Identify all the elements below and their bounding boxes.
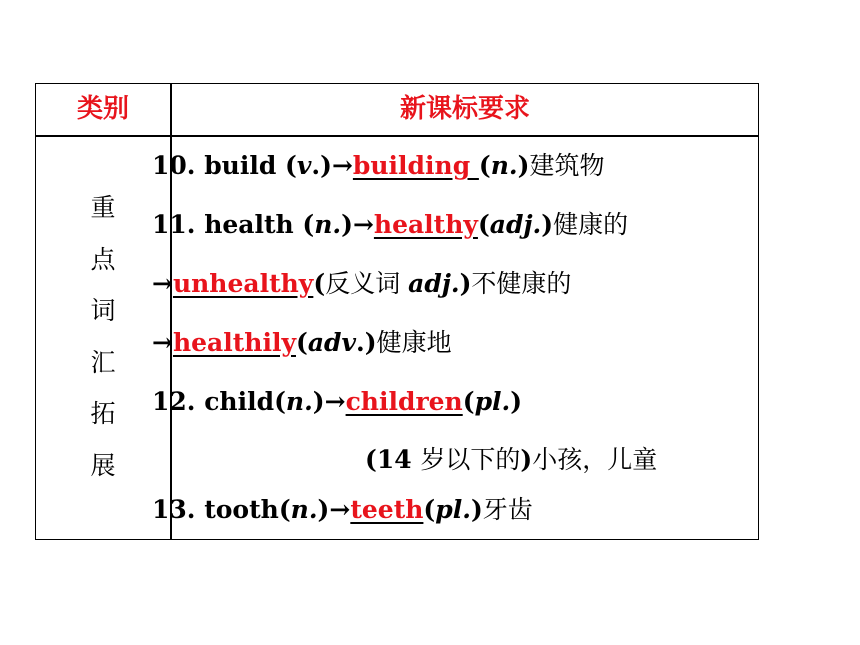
answer-word: children	[345, 387, 463, 416]
text-segment: n.	[490, 151, 518, 180]
vocab-line	[152, 323, 452, 363]
vocab-line	[152, 264, 571, 304]
text-segment: 13. tooth(	[152, 495, 291, 524]
answer-word: healthy	[373, 210, 478, 239]
vocab-line	[152, 382, 522, 422]
text-segment: n.	[285, 387, 313, 416]
category-char: 词	[90, 296, 116, 325]
text-segment: 建筑物	[529, 151, 605, 180]
text-segment: adv	[307, 328, 357, 357]
answer-word: unhealthy	[172, 269, 314, 298]
vocab-line	[152, 146, 604, 186]
text-segment: 12. child(	[152, 387, 286, 416]
text-segment: )→	[312, 387, 346, 416]
vocab-line	[365, 440, 657, 480]
text-segment: )	[510, 387, 523, 416]
category-char: 拓	[90, 399, 116, 428]
text-segment: )	[470, 495, 483, 524]
text-segment: 健康地	[376, 328, 452, 357]
text-segment: )	[517, 151, 530, 180]
text-segment: (	[477, 210, 490, 239]
text-segment: adj.	[489, 210, 542, 239]
text-segment: 11. health (	[152, 210, 315, 239]
text-segment: (14	[365, 445, 421, 474]
answer-word: healthily	[172, 328, 296, 357]
vocab-line	[152, 490, 533, 530]
category-char: 点	[90, 244, 116, 274]
answer-word: teeth	[350, 495, 424, 524]
text-segment: (	[478, 151, 491, 180]
text-segment: →	[152, 269, 173, 298]
answer-word: building	[352, 151, 479, 180]
text-segment: n.	[314, 210, 342, 239]
category-char: 重	[90, 193, 116, 222]
text-segment: 健康的	[553, 210, 629, 239]
text-segment: )	[459, 269, 472, 298]
header-divider	[36, 135, 758, 137]
text-segment: pl.	[474, 387, 511, 416]
text-segment: →	[152, 328, 173, 357]
header-category: 类别	[76, 94, 129, 124]
text-segment: .)	[356, 328, 377, 357]
text-segment: (	[423, 495, 436, 524]
text-segment: )	[520, 445, 533, 474]
text-segment: )	[541, 210, 554, 239]
header-requirements: 新课标要求	[399, 94, 530, 124]
text-segment: (	[295, 328, 308, 357]
text-segment: )→	[317, 495, 351, 524]
text-segment: )→	[341, 210, 374, 239]
text-segment: 岁以下的	[420, 445, 521, 474]
text-segment: .)→	[311, 151, 353, 180]
vocab-line	[152, 205, 628, 245]
text-segment: 10. build (	[152, 151, 297, 180]
category-char: 汇	[90, 347, 116, 377]
category-char: 展	[90, 450, 116, 480]
text-segment: n.	[290, 495, 318, 524]
text-segment: pl.	[435, 495, 471, 524]
text-segment: (	[313, 269, 326, 298]
text-segment: adj.	[408, 269, 460, 298]
text-segment: 反义词	[325, 269, 409, 298]
category-label	[36, 182, 170, 491]
text-segment: (	[462, 387, 475, 416]
text-segment: 牙齿	[482, 495, 533, 524]
text-segment: 小孩，儿童	[532, 445, 658, 474]
text-segment: v	[296, 151, 312, 180]
text-segment: 不健康的	[471, 269, 572, 298]
